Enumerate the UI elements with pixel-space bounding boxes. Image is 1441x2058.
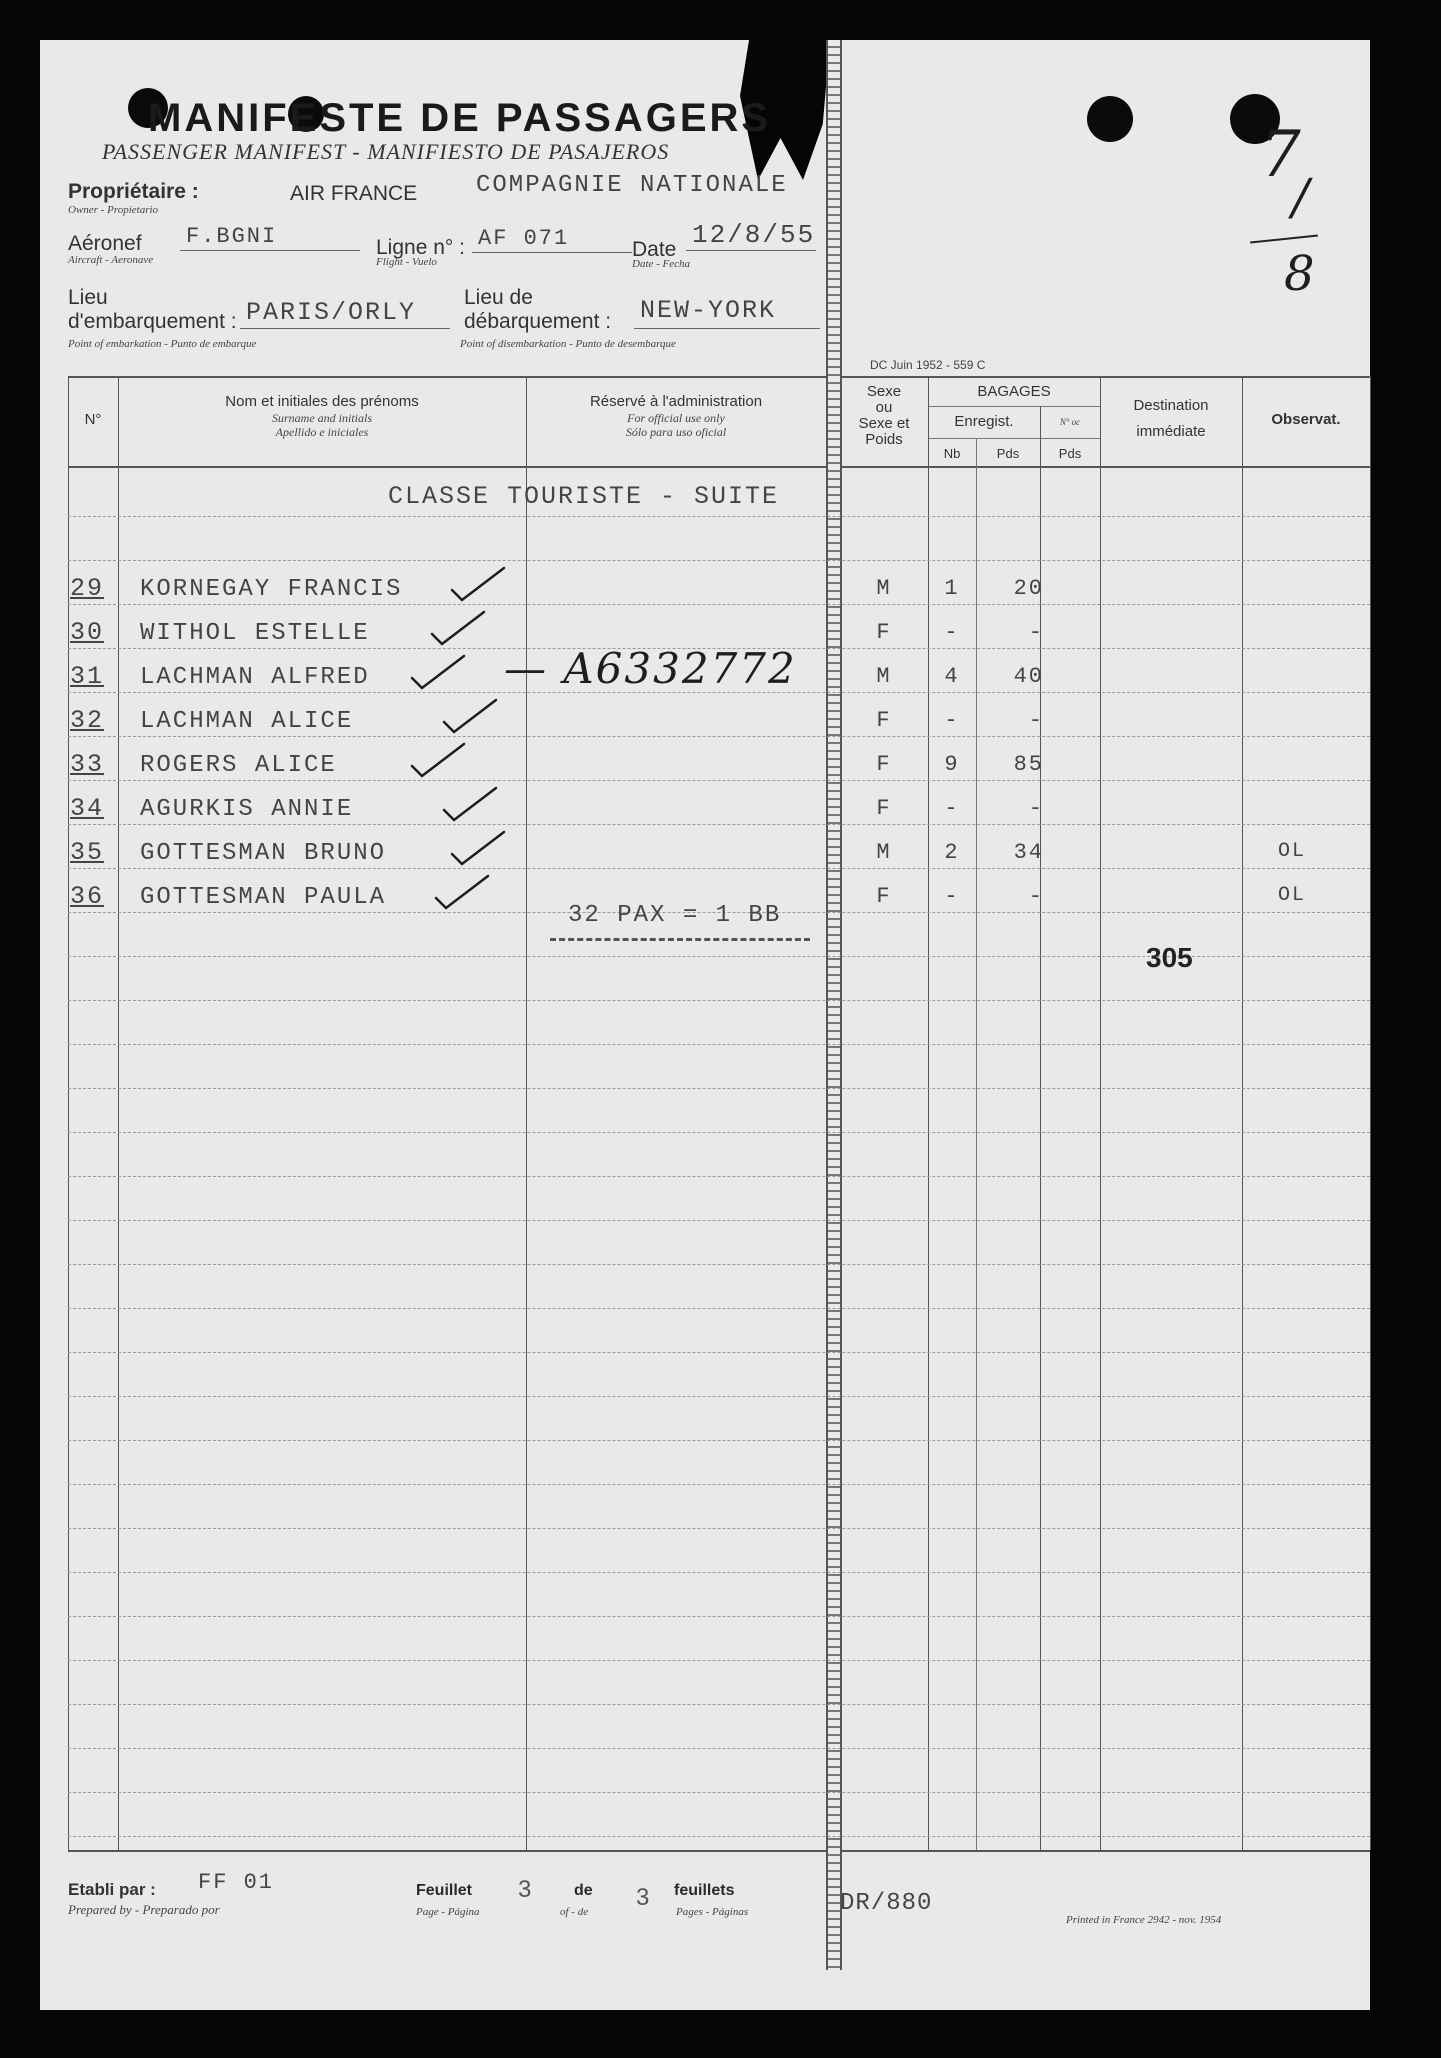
passenger-sex: M bbox=[876, 576, 892, 601]
ruled-line bbox=[68, 1836, 1370, 1837]
prepared-sub: Prepared by - Preparado por bbox=[68, 1902, 220, 1917]
ruled-line bbox=[68, 1264, 1370, 1265]
col-header-sex: Sexe bbox=[866, 383, 902, 400]
ruled-line bbox=[68, 516, 1370, 517]
page-subtitle: PASSENGER MANIFEST - MANIFIESTO DE PASAJEROS bbox=[102, 139, 670, 164]
aircraft-label: Aéronef bbox=[68, 232, 142, 255]
table-bottom-rule bbox=[68, 1850, 826, 1852]
table-row bbox=[40, 702, 1370, 746]
checkmark-icon bbox=[432, 872, 492, 912]
embark-underline bbox=[240, 328, 450, 329]
summary-underline bbox=[550, 938, 810, 941]
header-bottom-rule bbox=[68, 466, 826, 468]
page-title: MANIFESTE DE PASSAGERS bbox=[148, 96, 772, 140]
table-bottom-rule-right bbox=[840, 1850, 1370, 1852]
page-mark-top: 7 bbox=[1260, 118, 1301, 192]
line-sub: Flight - Vuelo bbox=[376, 256, 437, 268]
baggage-count: - bbox=[944, 620, 960, 645]
passenger-name: LACHMAN ALFRED bbox=[140, 664, 370, 691]
table-row bbox=[40, 834, 1370, 878]
col-header-name: Nom et initiales des prénoms bbox=[225, 393, 419, 410]
reference-code: DR/880 bbox=[840, 1890, 933, 1917]
ruled-line bbox=[68, 560, 1370, 561]
col-header-observations: Observat. bbox=[1271, 411, 1341, 428]
table-row bbox=[40, 746, 1370, 790]
ruled-line bbox=[68, 1792, 1370, 1793]
passenger-sex: F bbox=[876, 884, 892, 909]
checkmark-icon bbox=[440, 696, 500, 736]
sheet-label: Feuillet bbox=[416, 1882, 473, 1899]
pax-summary: 32 PAX = 1 BB bbox=[568, 902, 782, 929]
baggage-count: 4 bbox=[944, 664, 960, 689]
ruled-line bbox=[68, 1704, 1370, 1705]
passenger-name: ROGERS ALICE bbox=[140, 752, 337, 779]
col-header-pds: Pds bbox=[996, 446, 1020, 461]
baggage-weight: 20 bbox=[1013, 576, 1044, 601]
passenger-no: 30 bbox=[70, 618, 105, 647]
ruled-line bbox=[68, 1044, 1370, 1045]
passenger-no: 36 bbox=[70, 882, 105, 911]
class-heading: CLASSE TOURISTE - SUITE bbox=[388, 482, 780, 511]
passenger-sex: F bbox=[876, 752, 892, 777]
checkmark-icon bbox=[440, 784, 500, 824]
table-top-rule bbox=[68, 376, 826, 378]
embark-label-2: d'embarquement : bbox=[68, 310, 237, 333]
table-row bbox=[40, 570, 1370, 614]
passenger-sex: M bbox=[876, 664, 892, 689]
ruled-line bbox=[68, 1000, 1370, 1001]
baggage-count: 9 bbox=[944, 752, 960, 777]
baggage-rule bbox=[928, 406, 1100, 407]
owner-value: AIR FRANCE bbox=[290, 182, 418, 205]
col-header-other: N° oc bbox=[1059, 417, 1081, 427]
col-header-name-sub: Surname and initials bbox=[271, 411, 372, 425]
passenger-name: AGURKIS ANNIE bbox=[140, 796, 354, 823]
perforation-divider bbox=[826, 40, 842, 1970]
of-label: de bbox=[574, 1882, 593, 1899]
col-header-admin-sub: For official use only bbox=[627, 411, 725, 425]
ruled-line bbox=[68, 1352, 1370, 1353]
page-mark-bottom: 8 bbox=[1284, 246, 1315, 302]
sheet-sub: Page - Página bbox=[416, 1906, 480, 1918]
line-label: Ligne n° : bbox=[376, 236, 465, 259]
punch-hole bbox=[1087, 96, 1133, 142]
checkmark-icon bbox=[408, 652, 468, 692]
of-value: 3 bbox=[636, 1884, 650, 1911]
pages-sub: Pages - Páginas bbox=[676, 1906, 749, 1918]
aircraft-value: F.BGNI bbox=[186, 224, 278, 249]
passenger-no: 29 bbox=[70, 574, 105, 603]
aircraft-sub: Aircraft - Aeronave bbox=[68, 254, 154, 266]
date-label: Date bbox=[632, 238, 677, 261]
ruled-line bbox=[68, 1132, 1370, 1133]
debark-label-2: débarquement : bbox=[464, 310, 612, 333]
debark-underline bbox=[634, 328, 820, 329]
col-header-sex: ou bbox=[875, 399, 893, 416]
baggage-weight: - bbox=[1028, 620, 1044, 645]
embark-label-1: Lieu bbox=[68, 286, 108, 309]
of-sub: of - de bbox=[560, 1906, 589, 1918]
col-header-sex: Poids bbox=[865, 431, 903, 448]
page-mark-rule bbox=[1250, 234, 1318, 243]
passenger-name: KORNEGAY FRANCIS bbox=[140, 576, 403, 603]
passenger-name: LACHMAN ALICE bbox=[140, 708, 354, 735]
passenger-name: GOTTESMAN PAULA bbox=[140, 884, 387, 911]
passenger-no: 31 bbox=[70, 662, 105, 691]
checkmark-icon bbox=[448, 564, 508, 604]
owner-sub: Owner - Propietario bbox=[68, 204, 159, 216]
baggage-weight: 34 bbox=[1013, 840, 1044, 865]
ruled-line bbox=[68, 1748, 1370, 1749]
aircraft-underline bbox=[180, 250, 360, 251]
col-header-admin-sub: Sólo para uso oficial bbox=[625, 425, 727, 439]
col-line bbox=[1370, 376, 1371, 1850]
passenger-sex: F bbox=[876, 708, 892, 733]
passenger-name: WITHOL ESTELLE bbox=[140, 620, 370, 647]
col-header-sex: Sexe et bbox=[858, 415, 910, 432]
col-header-destination: Destination bbox=[1133, 397, 1209, 414]
passenger-no: 33 bbox=[70, 750, 105, 779]
passenger-no: 32 bbox=[70, 706, 105, 735]
baggage-sub-rule bbox=[928, 438, 1100, 439]
col-header-baggage: BAGAGES bbox=[977, 383, 1051, 400]
checkmark-icon bbox=[448, 828, 508, 868]
ruled-line bbox=[68, 1308, 1370, 1309]
observation: OL bbox=[1277, 840, 1306, 863]
company-name: COMPAGNIE NATIONALE bbox=[476, 172, 788, 199]
passenger-sex: F bbox=[876, 796, 892, 821]
ruled-line bbox=[68, 1176, 1370, 1177]
ruled-line bbox=[68, 1484, 1370, 1485]
manifest-sheet bbox=[40, 40, 1370, 2010]
sheet-value: 3 bbox=[518, 1876, 532, 1903]
col-header-name-sub: Apellido e iniciales bbox=[275, 425, 369, 439]
baggage-count: - bbox=[944, 796, 960, 821]
embark-sub: Point of embarkation - Punto de embarque bbox=[68, 338, 257, 350]
handwritten-passport-number: — A6332772 bbox=[504, 644, 797, 693]
page-mark-mid: / bbox=[1292, 168, 1309, 226]
date-underline bbox=[686, 250, 816, 251]
debark-sub: Point of disembarkation - Punto de desembarque bbox=[460, 338, 676, 350]
baggage-count: 1 bbox=[944, 576, 960, 601]
observation: OL bbox=[1277, 884, 1306, 907]
baggage-weight: 85 bbox=[1013, 752, 1044, 777]
ruled-line bbox=[68, 1088, 1370, 1089]
embark-value: PARIS/ORLY bbox=[246, 298, 417, 327]
passenger-sex: F bbox=[876, 620, 892, 645]
col-header-admin: Réservé à l'administration bbox=[589, 393, 763, 410]
baggage-weight: 40 bbox=[1013, 664, 1044, 689]
sheets-label: feuillets bbox=[674, 1882, 735, 1899]
prepared-value: FF 01 bbox=[198, 1870, 275, 1895]
ruled-line bbox=[68, 1220, 1370, 1221]
debark-value: NEW-YORK bbox=[640, 296, 777, 325]
passenger-no: 35 bbox=[70, 838, 105, 867]
ruled-line bbox=[68, 1396, 1370, 1397]
baggage-weight: - bbox=[1028, 708, 1044, 733]
date-value: 12/8/55 bbox=[692, 220, 816, 250]
line-value: AF 071 bbox=[478, 226, 570, 251]
checkmark-icon bbox=[428, 608, 488, 648]
destination-total: 305 bbox=[1146, 942, 1193, 973]
prepared-label: Etabli par : bbox=[68, 1880, 156, 1899]
form-code: DC Juin 1952 - 559 C bbox=[870, 358, 986, 372]
baggage-count: - bbox=[944, 884, 960, 909]
debark-label-1: Lieu de bbox=[464, 286, 533, 309]
table-row bbox=[40, 790, 1370, 834]
col-header-nb: Nb bbox=[943, 446, 961, 461]
owner-label: Propriétaire : bbox=[68, 180, 199, 203]
ruled-line bbox=[68, 1572, 1370, 1573]
ruled-line bbox=[68, 1660, 1370, 1661]
baggage-count: - bbox=[944, 708, 960, 733]
passenger-name: GOTTESMAN BRUNO bbox=[140, 840, 387, 867]
passenger-no: 34 bbox=[70, 794, 105, 823]
header-bottom-rule-right bbox=[840, 466, 1370, 468]
printed-note: Printed in France 2942 - nov. 1954 bbox=[1066, 1914, 1222, 1926]
col-header-no: N° bbox=[84, 411, 102, 428]
line-underline bbox=[472, 252, 632, 253]
col-header-registered: Enregist. bbox=[954, 413, 1014, 430]
col-header-pds2: Pds bbox=[1058, 446, 1082, 461]
ruled-line bbox=[68, 1528, 1370, 1529]
baggage-weight: - bbox=[1028, 796, 1044, 821]
date-sub: Date - Fecha bbox=[632, 258, 691, 270]
ruled-line bbox=[68, 1440, 1370, 1441]
baggage-weight: - bbox=[1028, 884, 1044, 909]
ruled-line bbox=[68, 1616, 1370, 1617]
passenger-sex: M bbox=[876, 840, 892, 865]
col-header-destination: immédiate bbox=[1136, 423, 1206, 440]
table-top-rule-right bbox=[840, 376, 1370, 378]
checkmark-icon bbox=[408, 740, 468, 780]
baggage-count: 2 bbox=[944, 840, 960, 865]
